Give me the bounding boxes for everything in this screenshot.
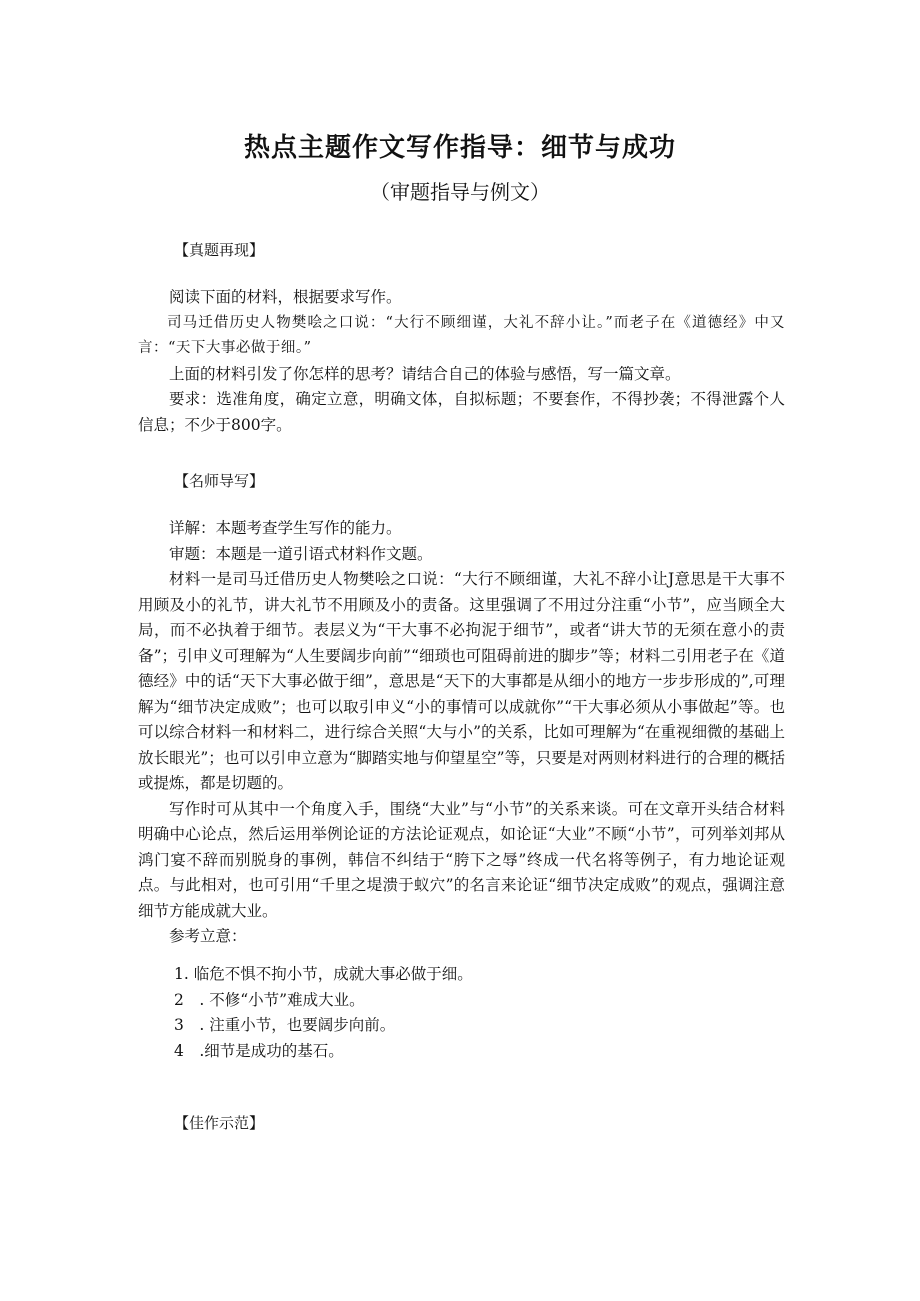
- paragraph: 阅读下面的材料，根据要求写作。: [169, 288, 402, 306]
- reference-ideas-list: [174, 962, 473, 1064]
- page-subtitle: （审题指导与例文）: [370, 180, 550, 204]
- paragraph: 详解：本题考查学生写作的能力。: [169, 519, 402, 537]
- list-item: 1. 临危不惧不拘小节，成就大事必做于细。: [174, 965, 473, 983]
- section-teacher-guide-body: [138, 516, 785, 950]
- section-heading-model-essay: 【佳作示范】: [174, 1114, 265, 1132]
- paragraph: 上面的材料引发了你怎样的思考？请结合自己的体验与感悟，写一篇文章。: [169, 364, 681, 383]
- paragraph-writing-tips: 写作时可从其中一个角度入手，围绕“大业”与“小节”的关系来谈。可在文章开头结合材料明确中心论点，然后运用举例论证的方法论证观点，如论证“大业”不顾“小节”，可列举刘邦从鸿门宴不辞而别脱身的事例，韩信不纠结于“胯下之辱”终成一代名将等例子，有力地论证观点。与此相对，也可引用“千里之堤溃于蚁穴”的名言来论证“细节决定成败”的观点，强调注意细节方能成就大业。: [138, 799, 785, 920]
- paragraph: 参考立意：: [169, 927, 247, 945]
- paragraph-quote: 司马迁借历史人物樊哙之口说：“大行不顾细谨，大礼不辞小让。”而老子在《道德经》中又言：“天下大事必做于细。”: [138, 314, 785, 356]
- paragraph: 审题：本题是一道引语式材料作文题。: [169, 544, 433, 563]
- section-heading-real-question: 【真题再现】: [174, 241, 265, 259]
- list-item: 4 .细节是成功的基石。: [174, 1041, 344, 1060]
- section-heading-teacher-guide: 【名师导写】: [174, 472, 265, 490]
- section-real-question-body: [138, 285, 785, 438]
- paragraph-requirements: 要求：选准角度，确定立意，明确文体，自拟标题；不要套作，不得抄袭；不得泄露个人信息；不少于800字。: [138, 390, 785, 434]
- list-item: 2 . 不修“小节”难成大业。: [174, 990, 365, 1009]
- page-title: 热点主题作文写作指导：细节与成功: [243, 133, 676, 163]
- list-item: 3 . 注重小节，也要阔步向前。: [174, 1016, 396, 1034]
- paragraph-analysis: 材料一是司马迁借历史人物樊哙之口说：“大行不顾细谨，大礼不辞小让J意思是干大事不用顾及小的礼节，讲大礼节不用顾及小的责备。这里强调了不用过分注重“小节”，应当顾全大局，而不必执着于细节。表层义为“干大事不必拘泥于细节”，或者“讲大节的无须在意小的责备”；引申义可理解为“人生要阔步向前”“细琐也可阻碍前进的脚步”等；材料二引用老子在《道德经》中的话“天下大事必做于细”，意思是“天下的大事都是从细小的地方一步步形成的”,可理解为“细节决定成败”；也可以取引申义“小的事情可以成就你”“干大事必须从小事做起”等。也可以综合材料一和材料二，进行综合关照“大与小”的关系，比如可理解为“在重视细微的基础上放长眼光”；也可以引申立意为“脚踏实地与仰望星空”等，只要是对两则材料进行的合理的概括或提炼，都是切题的。: [138, 570, 785, 792]
